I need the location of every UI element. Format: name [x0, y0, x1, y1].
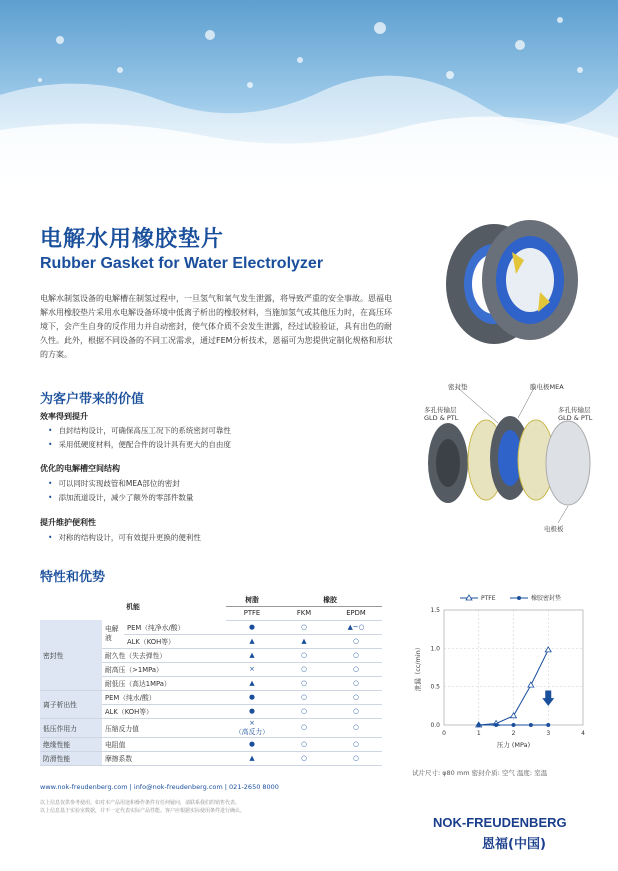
rating-fkm: ○	[278, 676, 330, 690]
y-axis-label: 泄漏（cc/min）	[414, 643, 422, 692]
exploded-diagram	[418, 378, 598, 538]
rating-ptfe: ●	[226, 704, 278, 718]
data-point	[545, 647, 551, 652]
label-gld-right: 多孔传输层 GLD & PTL	[558, 406, 593, 422]
list-item: • 对称的结构设计，可有效提升更换的便利性	[48, 532, 201, 543]
label-gasket: 密封垫	[448, 383, 468, 391]
rating-fkm: ○	[278, 751, 330, 765]
row-item: 压缩反力值	[102, 718, 226, 737]
rating-epdm: ○	[330, 737, 382, 751]
rating-fkm: ○	[278, 662, 330, 676]
table-header-rubber: 橡胶	[278, 592, 382, 606]
x-tick-label: 0	[442, 730, 446, 737]
col-fkm: FKM	[278, 606, 330, 620]
title-chinese: 电解水用橡胶垫片	[40, 227, 225, 252]
rating-epdm: ▲~○	[330, 620, 382, 634]
row-item: ALK（KOH等）	[102, 704, 226, 718]
data-point	[477, 723, 481, 727]
footer-fine-1: 以上信息仅供参考使用。如对本产品用途和操作条件有任何疑问，请联系我们的销售代表。	[40, 800, 241, 806]
rating-fkm: ○	[278, 737, 330, 751]
intro-paragraph: 电解水制氢设备的电解槽在制氢过程中，一旦氢气和氧气发生泄露，将导致严重的安全事故。恩福电解水用橡胶垫片采用水电解设备环境中低离子析出的橡胶材料，当施加氢气或其他压力时，在高压环境下，会产生自身的反作用力并自动密封，使气体介质不会发生泄露，经过试验验证，具有出色的耐久性。此外，根据不同设备的不同工况需求，通过FEM分析技术，恩福可为您提供定制化规格和形状的方案。	[40, 294, 393, 359]
row-item: PEM（纯水/酸）	[102, 690, 226, 704]
x-tick-label: 1	[476, 730, 481, 737]
x-tick-label: 2	[511, 730, 516, 737]
legend-marker-1	[517, 596, 521, 600]
rating-epdm: ○	[330, 634, 382, 648]
value-group-2-title: 优化的电解槽空间结构	[40, 464, 120, 473]
table-row	[40, 620, 382, 634]
list-item: • 自封结构设计，可确保高压工况下的系统密封可靠性	[48, 425, 231, 436]
col-epdm: EPDM	[330, 606, 382, 620]
rating-epdm: ○	[330, 690, 382, 704]
rating-ptfe: ▲	[226, 751, 278, 765]
rating-ptfe: × （高反力）	[226, 718, 278, 737]
list-item: • 可以同时实现歧管和MEA部位的密封	[48, 478, 180, 489]
list-item: • 添加流道设计，减少了额外的零部件数量	[48, 492, 193, 503]
rating-ptfe: ×	[226, 662, 278, 676]
features-heading: 特性和优势	[40, 570, 106, 585]
gasket-product-image	[432, 212, 592, 352]
rating-ptfe: ●	[226, 690, 278, 704]
chart-condition: 试片尺寸: φ80 mm 密封介质: 空气 温度: 室温	[412, 769, 548, 777]
row-category: 低压作用力	[40, 718, 102, 737]
rating-epdm: ○	[330, 676, 382, 690]
x-axis-label: 压力 (MPa)	[496, 741, 531, 749]
rating-fkm: ○	[278, 620, 330, 634]
rating-epdm: ○	[330, 648, 382, 662]
rating-epdm: ○	[330, 751, 382, 765]
rating-fkm: ○	[278, 690, 330, 704]
data-point	[529, 723, 533, 727]
footer-fine-2: 以上信息基于实验室数据，并不一定代表实际产品性能。客户应根据实际使用条件进行确认。	[40, 808, 246, 814]
brand-logo-en: NOK-FREUDENBERG	[433, 815, 567, 830]
title-english: Rubber Gasket for Water Electrolyzer	[40, 255, 324, 272]
data-point	[546, 723, 550, 727]
brand-logo-cn: 恩福(中国)	[482, 837, 546, 852]
value-group-1-title: 效率得到提升	[40, 412, 88, 421]
value-group-3-title: 提升维护便利性	[40, 518, 96, 527]
value-heading: 为客户带来的价值	[40, 392, 145, 407]
data-point	[528, 682, 534, 687]
row-category: 绝缘性能	[40, 737, 102, 751]
rating-ptfe: ●	[226, 620, 278, 634]
data-point	[512, 723, 516, 727]
row-item: 耐久性（失去弹性）	[102, 648, 226, 662]
footer-contact: www.nok-freudenberg.com | info@nok-freudenberg.com | 021-2650 8000	[40, 783, 279, 791]
rating-fkm: ○	[278, 648, 330, 662]
rating-fkm: ○	[278, 704, 330, 718]
list-item: • 采用低硬度材料，便配合件的设计具有更大的自由度	[48, 439, 231, 450]
y-tick-label: 1.5	[430, 607, 440, 614]
row-category: 防滑性能	[40, 751, 102, 765]
row-category: 密封性	[40, 620, 102, 690]
y-tick-label: 1.0	[430, 645, 440, 653]
x-tick-label: 4	[581, 730, 585, 737]
data-point	[511, 713, 517, 718]
hero-water-image	[0, 0, 618, 190]
row-item: 耐高压（>1MPa）	[102, 662, 226, 676]
rating-epdm: ○	[330, 662, 382, 676]
data-point	[494, 723, 498, 727]
down-arrow-icon	[542, 691, 554, 706]
rating-fkm: ○	[278, 718, 330, 737]
rating-ptfe: ●	[226, 737, 278, 751]
label-gld-left: 多孔传输层 GLD & PTL	[424, 406, 459, 422]
table-row	[40, 718, 382, 737]
row-item: 电阻值	[102, 737, 226, 751]
row-item: 耐低压（高达1MPa）	[102, 676, 226, 690]
rating-epdm: ○	[330, 704, 382, 718]
table-header-resin: 树脂	[226, 592, 278, 606]
y-tick-label: 0.0	[430, 722, 440, 729]
legend-label-0: PTFE	[481, 595, 496, 602]
features-table	[40, 592, 382, 766]
row-category: 离子析出性	[40, 690, 102, 718]
table-row	[40, 690, 382, 704]
table-header-func: 机能	[126, 603, 140, 611]
rating-ptfe: ▲	[226, 648, 278, 662]
x-tick-label: 3	[546, 730, 551, 737]
row-item: ALK（KOH等）	[124, 634, 226, 648]
rating-ptfe: ▲	[226, 634, 278, 648]
table-row	[40, 751, 382, 765]
table-row	[40, 737, 382, 751]
row-item: PEM（纯净水/酸）	[124, 620, 226, 634]
col-ptfe: PTFE	[226, 606, 278, 620]
row-subcategory: 电解 液	[102, 620, 124, 648]
label-mea: 膜电极MEA	[530, 383, 564, 391]
rating-ptfe: ▲	[226, 676, 278, 690]
label-plate: 电极板	[544, 525, 564, 533]
leak-chart	[398, 590, 598, 760]
y-tick-label: 0.5	[430, 683, 440, 691]
row-item: 摩擦系数	[102, 751, 226, 765]
rating-epdm: ○	[330, 718, 382, 737]
legend-label-1: 橡胶密封垫	[531, 595, 562, 602]
rating-fkm: ▲	[278, 634, 330, 648]
